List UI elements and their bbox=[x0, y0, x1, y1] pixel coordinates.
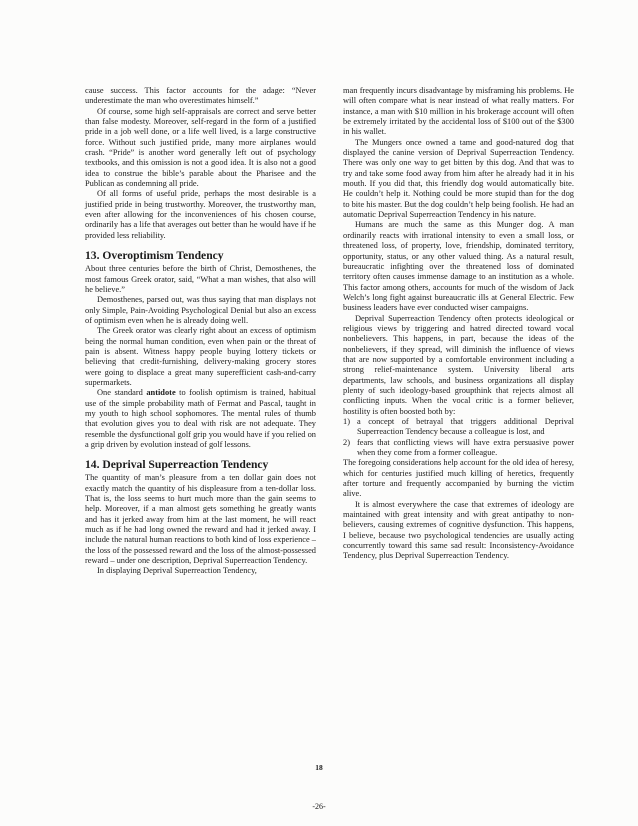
section-heading-deprival-superreaction: 14. Deprival Superreaction Tendency bbox=[85, 458, 269, 472]
paragraph: About three centuries before the birth of Christ, Demosthenes, the most famous Greek orator, said, “What a man wishes, that also will he believe.” bbox=[85, 264, 316, 294]
paragraph: Deprival Superreaction Tendency often protects ideological or religious views by triggering and hatred directed toward vocal nonbelievers. This happens, in part, because the ideas of the nonbelievers, if they spread, will diminish the influence of views that are now supported by a comfortable environment including a strong relief-maintenance system. University liberal arts departments, law schools, and business organizations all display plenty of such ideology-based groupthink that rejects almost all conflicting inputs. When the vocal critic is a former believer, hostility is often boosted both by: bbox=[343, 313, 574, 416]
list-item-text: a concept of betrayal that triggers additional Deprival Superreaction Tendency because a colleague is lost, and bbox=[357, 417, 574, 437]
list-marker: 2) bbox=[343, 437, 350, 447]
paragraph-text: One standard bbox=[97, 388, 147, 398]
paragraph: It is almost everywhere the case that extremes of ideology are maintained with great intensity and with great antipathy to non-believers, causing extremes of cognitive dysfunction. This happens, I believe, because two psychological tendencies are usually acting concurrently toward this same sad result: Inconsistency-Avoidance Tendency, plus Deprival Superreaction Tendency. bbox=[343, 499, 574, 561]
list-item-text: fears that conflicting views will have extra persuasive power when they come from a former colleague. bbox=[357, 437, 574, 458]
paragraph: cause success. This factor accounts for the adage: “Never underestimate the man who overestimates himself.” bbox=[85, 86, 316, 106]
list-marker: 1) bbox=[343, 417, 350, 426]
paragraph: In displaying Deprival Superreaction Tendency, bbox=[97, 566, 257, 576]
page-number: 18 bbox=[315, 763, 323, 772]
list-item bbox=[343, 438, 574, 459]
section-heading-overoptimism: 13. Overoptimism Tendency bbox=[85, 249, 224, 263]
emphasized-term: antidote bbox=[146, 388, 176, 398]
paragraph: Of course, some high self-appraisals are correct and serve better than false modesty. Moreover, self-regard in the form of a justified pride in a job well done, or a life well lived, is a large constructive force. Without such justified pride, many more airplanes would crash. “Pride” is another word generally left out of psychology textbooks, and this omission is not a good idea. It is also not a good idea to construe the bible’s parable about the Pharisee and the Publican as condemning all pride. bbox=[85, 106, 316, 189]
paragraph: Of all forms of useful pride, perhaps the most desirable is a justified pride in being trustworthy. Moreover, the trustworthy man, even after allowing for the inconveniences of his chosen course, ordinarily has a life that averages out better than he would have if he provided less reliability. bbox=[85, 189, 316, 240]
folio-number: -26- bbox=[312, 802, 326, 811]
paragraph: The Mungers once owned a tame and good-natured dog that displayed the canine version of Deprival Superreaction Tendency. There was only one way to get bitten by this dog. And that was to try and take some food away from him after he already had it in his mouth. If you did that, this friendly dog would automatically bite. He couldn’t help it. Nothing could be more stupid than for the dog to bite his master. But the dog couldn’t help being foolish. He had an automatic Deprival Superreaction Tendency in his nature. bbox=[343, 137, 574, 220]
paragraph: Demosthenes, parsed out, was thus saying that man displays not only Simple, Pain-Avoiding Psychological Denial but also an excess of optimism even when he is already doing well. bbox=[85, 295, 316, 325]
numbered-list bbox=[343, 417, 574, 458]
paragraph: The foregoing considerations help account for the old idea of heresy, which for centuries justified much killing of heretics, frequently after torture and frequently accompanied by burning the victim alive. bbox=[343, 458, 574, 499]
paragraph: The quantity of man’s pleasure from a ten dollar gain does not exactly match the quantity of his displeasure from a ten-dollar loss. That is, the loss seems to hurt much more than the gain seems to help. Moreover, if a man almost gets something he greatly wants and has it jerked away from him at the last moment, he will react much as if he had long owned the reward and had it jerked away. I include the natural human reactions to both kind of loss experience – the loss of the possessed reward and the loss of the almost-possessed reward – under one description, Deprival Superreaction Tendency. bbox=[85, 473, 316, 566]
left-column bbox=[85, 86, 316, 577]
paragraph: The Greek orator was clearly right about an excess of optimism being the normal human condition, even when pain or the threat of pain is absent. Witness happy people buying lottery tickets or believing that credit-furnishing, delivery-making grocery stores were going to displace a great many superefficient cash-and-carry supermarkets. bbox=[85, 326, 316, 387]
paragraph bbox=[85, 388, 316, 450]
paragraph: man frequently incurs disadvantage by misframing his problems. He will often compare what is near instead of what really matters. For instance, a man with $10 million in his brokerage account will often be extremely irritated by the accidental loss of $100 out of the $300 in his wallet. bbox=[343, 86, 574, 137]
paragraph-text: to foolish optimism is trained, habitual use of the simple probability math of Fermat and Pascal, taught in my youth to high school sophomores. The mental rules of thumb that evolution gives you to deal with risk are not adequate. They resemble the dysfunctional golf grip you would have if you relied on a grip driven by evolution instead of golf lessons. bbox=[85, 388, 316, 449]
paragraph: Humans are much the same as this Munger dog. A man ordinarily reacts with irrational intensity to even a small loss, or threatened loss, of property, love, friendship, dominated territory, opportunity, status, or any other valued thing. As a natural result, bureaucratic infighting over the threatened loss of dominated territory often causes immense damage to an institution as a whole. This factor among others, accounts for much of the wisdom of Jack Welch’s long fight against bureaucratic ills at General Electric. Few business leaders have ever conducted wiser campaigns. bbox=[343, 220, 574, 313]
list-item bbox=[343, 417, 574, 438]
right-column bbox=[343, 86, 574, 562]
